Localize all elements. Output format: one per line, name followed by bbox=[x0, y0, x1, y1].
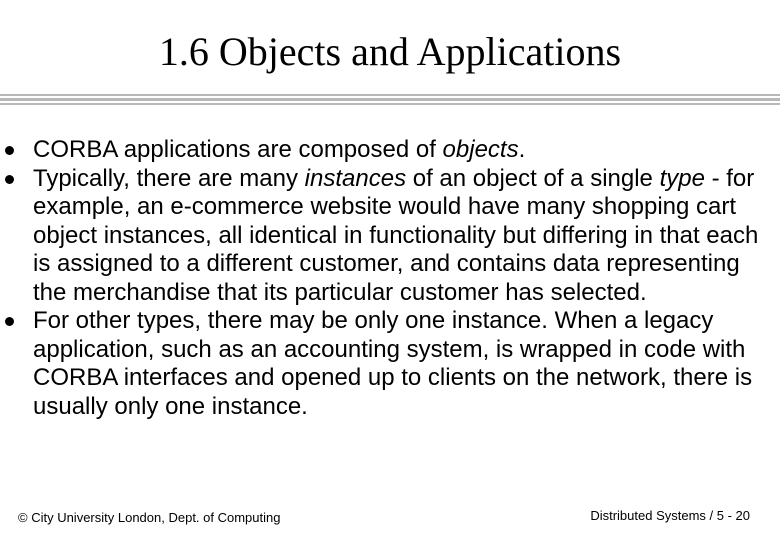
text-run: Typically, there are many bbox=[33, 164, 305, 192]
bullet-text bbox=[33, 136, 525, 163]
bullet-dot-icon bbox=[5, 175, 14, 184]
bullet-item bbox=[0, 136, 780, 165]
title-divider bbox=[0, 94, 780, 106]
text-run: of an object of a single bbox=[406, 164, 660, 192]
slide-title: 1.6 Objects and Applications bbox=[158, 29, 622, 74]
bullet-text bbox=[33, 165, 758, 306]
text-run: CORBA applications are composed of bbox=[33, 136, 443, 163]
italic-text-run: objects bbox=[442, 136, 519, 163]
bullet-list bbox=[0, 136, 780, 421]
text-run: - for example, an e-commerce website would have many shopping cart object instances, all identical in functionality but differing in that each is assigned to a different customer, and contains data representing the merchandise that its particular customer has selected. bbox=[33, 164, 759, 306]
text-run: . bbox=[518, 136, 526, 163]
italic-text-run: instances bbox=[304, 164, 407, 192]
bullet-dot-icon bbox=[5, 317, 14, 326]
bullet-dot-icon bbox=[5, 146, 14, 155]
bullet-item bbox=[0, 307, 780, 421]
text-run: For other types, there may be only one instance. When a legacy application, such as an accounting system, is wrapped in code with CORBA interfaces and opened up to clients on the network, there is usually only one instance. bbox=[33, 307, 753, 420]
bullet-item bbox=[0, 165, 780, 308]
footer-copyright: © City University London, Dept. of Computing bbox=[18, 510, 281, 525]
bullet-text bbox=[33, 307, 752, 420]
footer-page-number: Distributed Systems / 5 - 20 bbox=[590, 508, 750, 523]
italic-text-run: type bbox=[659, 164, 705, 192]
